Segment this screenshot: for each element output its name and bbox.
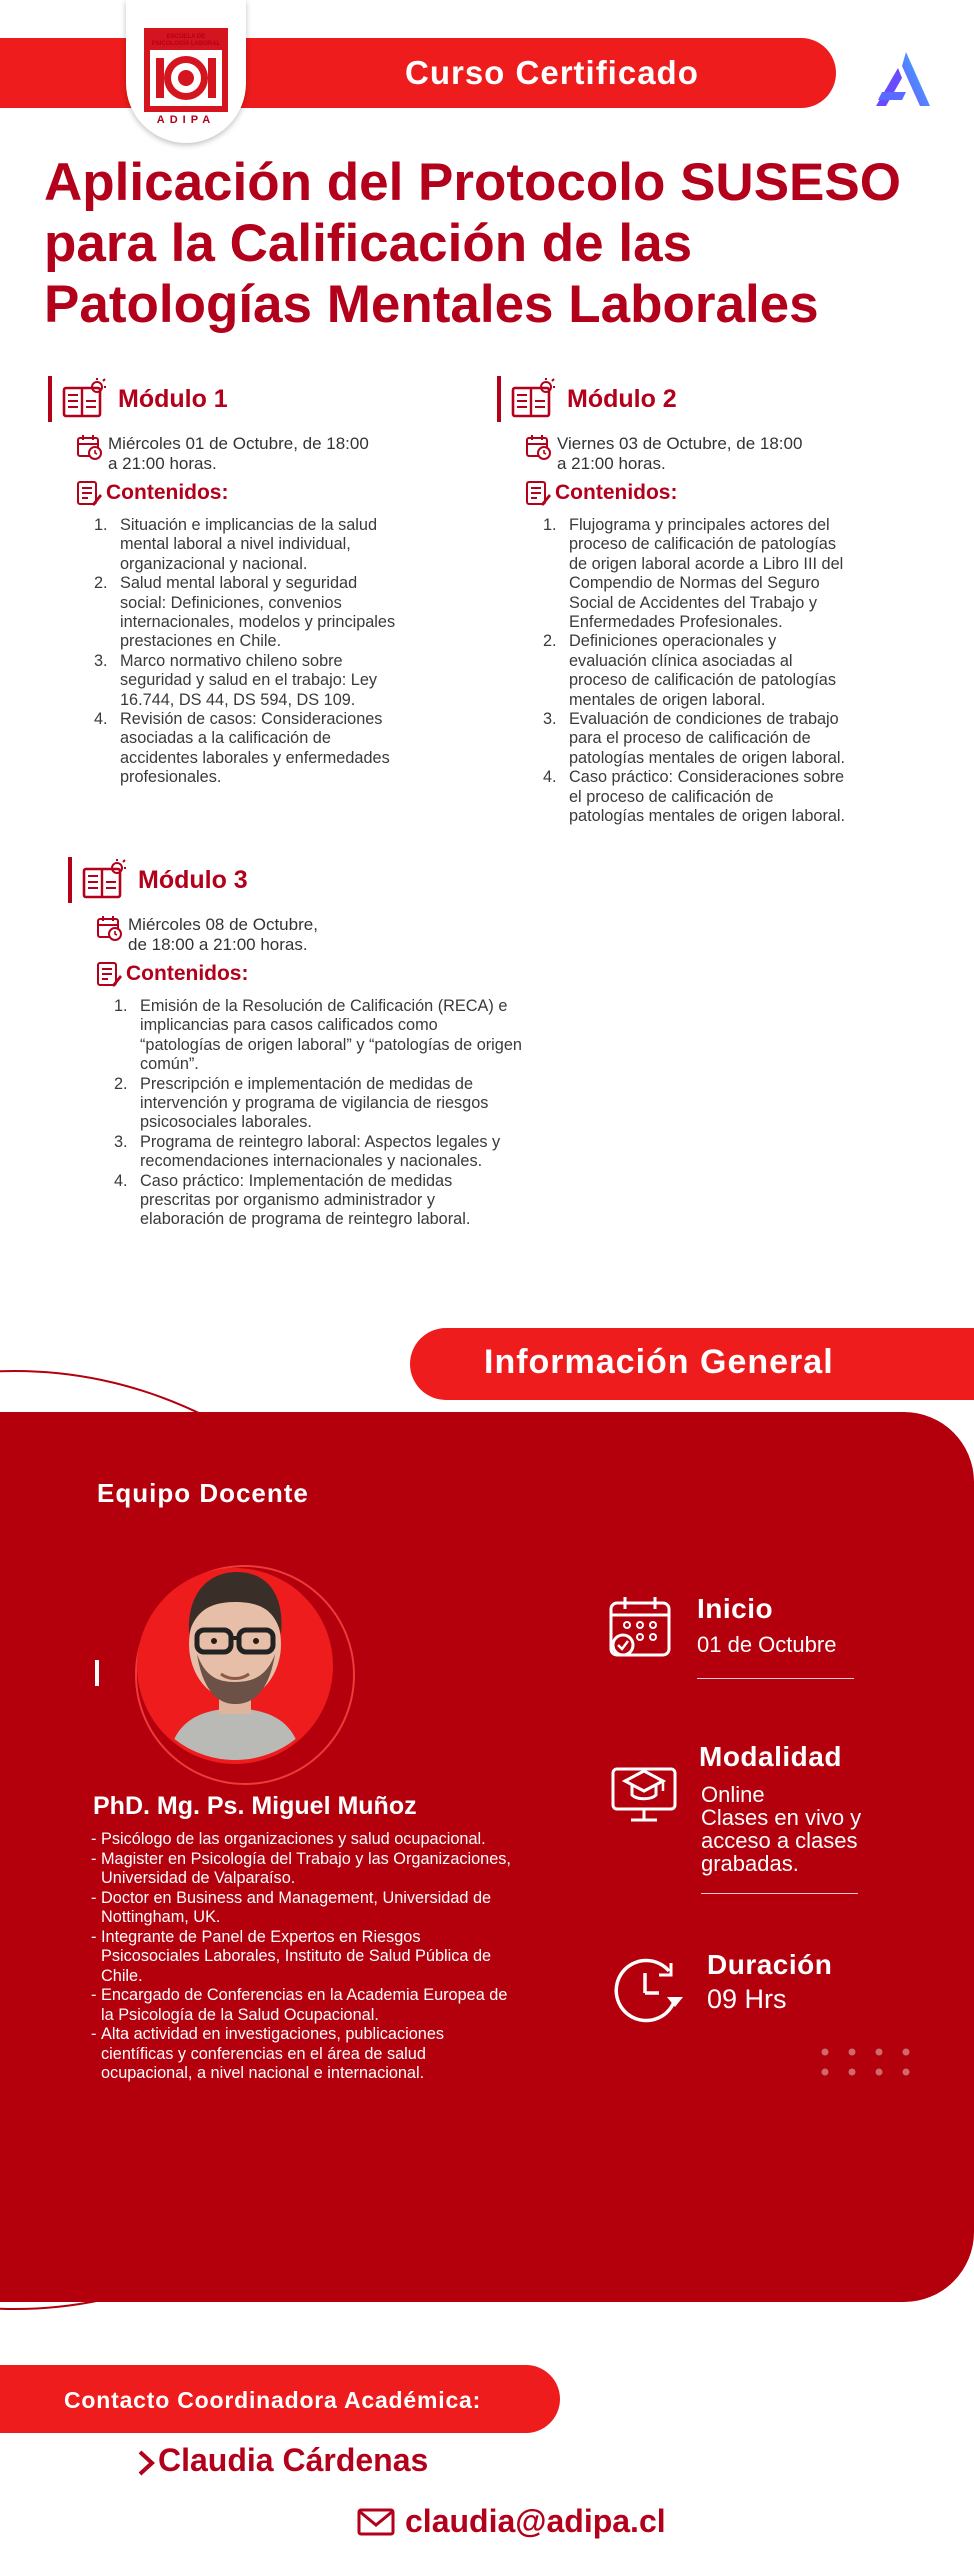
contents-label: Contenidos: xyxy=(126,962,249,985)
module-date-line: a 21:00 horas. xyxy=(108,454,217,473)
list-item: 1. Situación e implicancias de la salud mental laboral a nivel individual, organizacional y nacional. xyxy=(94,516,378,573)
list-item: 1. Emisión de la Resolución de Calificación (RECA) e implicancias para casos calificados como “patologías de origen laboral” y “patologías de origen común”. xyxy=(114,997,522,1074)
list-item: 3. Evaluación de condiciones de trabajo para el proceso de calificación de patologías mentales de origen laboral. xyxy=(543,710,846,767)
bio-item: - Magister en Psicología del Trabajo y las Organizaciones, Universidad de Valparaíso. xyxy=(91,1849,511,1887)
online-class-icon xyxy=(611,1757,677,1823)
module-date xyxy=(128,915,318,955)
module-date-line: a 21:00 horas. xyxy=(557,454,666,473)
decorative-dots xyxy=(820,2047,912,2077)
list-item: 4. Revisión de casos: Consideraciones asociadas a la calificación de accidentes laborales y enfermedades profesionales. xyxy=(94,710,390,787)
module-1 xyxy=(48,376,468,788)
module-accent-bar xyxy=(497,376,501,422)
module-accent-bar xyxy=(48,376,52,422)
logo-brand-text: ADIPA xyxy=(156,114,216,126)
module-2 xyxy=(497,376,957,827)
module-title: Módulo 1 xyxy=(118,384,228,413)
info-title: Información General xyxy=(484,1343,834,1381)
list-item: 1. Flujograma y principales actores del proceso de calificación de patologías de origen laboral acorde a Libro III del Compendio de Normas del Seguro Social de Accidentes del Trabajo y Enfermedades Profesionales. xyxy=(543,516,844,632)
bio-item: - Alta actividad en investigaciones, publicaciones científicas y conferencias en el área de salud ocupacional, a nivel nacional e internacional. xyxy=(91,2025,445,2082)
book-idea-icon xyxy=(82,859,126,901)
book-idea-icon xyxy=(62,378,106,420)
module-contents-list xyxy=(94,516,454,788)
module-date-line: Viernes 03 de Octubre, de 18:00 xyxy=(557,434,803,453)
duration-value: 09 Hrs xyxy=(707,1984,787,2014)
clock-icon xyxy=(613,1955,685,2025)
list-item: 3. Programa de reintegro laboral: Aspectos legales y recomendaciones internacionales y nacionales. xyxy=(114,1132,501,1171)
contents-list-icon xyxy=(525,480,551,506)
module-accent-bar xyxy=(68,857,72,903)
bio-item: - Psicólogo de las organizaciones y salud ocupacional. xyxy=(91,1830,486,1848)
contents-list-icon xyxy=(76,480,102,506)
contents-label: Contenidos: xyxy=(555,481,678,504)
list-item: 4. Caso práctico: Implementación de medidas prescritas por organismo administrador y elaboración de programa de reintegro laboral. xyxy=(114,1171,471,1229)
separator xyxy=(701,1893,858,1894)
calendar-clock-icon xyxy=(525,434,551,460)
contents-list-icon xyxy=(96,961,122,987)
coordinator-name: Claudia Cárdenas xyxy=(158,2442,429,2478)
module-contents-list xyxy=(543,516,943,827)
module-date xyxy=(108,434,369,474)
mode-line: grabadas. xyxy=(701,1851,799,1876)
mode-line: Clases en vivo y xyxy=(701,1805,862,1830)
bio-item: - Integrante de Panel de Expertos en Riesgos Psicosociales Laborales, Instituto de Salud Pública de Chile. xyxy=(91,1927,492,1985)
module-date xyxy=(557,434,802,474)
bio-item: - Encargado de Conferencias en la Academia Europea de la Psicología de la Salud Ocupacional. xyxy=(91,1986,508,2024)
module-title: Módulo 3 xyxy=(138,865,248,894)
team-label: Equipo Docente xyxy=(97,1478,309,1508)
coordinator-email[interactable]: claudia@adipa.cl xyxy=(405,2503,666,2539)
teacher-photo xyxy=(137,1542,333,1764)
book-idea-icon xyxy=(511,378,555,420)
contact-title: Contacto Coordinadora Académica: xyxy=(64,2387,482,2413)
bio-item: - Doctor en Business and Management, Universidad de Nottingham, UK. xyxy=(91,1888,492,1926)
list-item: 2. Salud mental laboral y seguridad social: Definiciones, convenios internacionales, modelos y principales prestaciones en Chile. xyxy=(94,574,396,651)
list-item: 3. Marco normativo chileno sobre seguridad y salud en el trabajo: Ley 16.744, DS 44, DS 594, DS 109. xyxy=(94,651,378,709)
logo-school-text: ESCUELA DE PSICOLOGÍA LABORAL xyxy=(151,34,221,47)
brand-mark-icon xyxy=(872,48,932,110)
mode-value xyxy=(701,1783,861,1875)
chevron-right-icon xyxy=(136,2449,156,2477)
start-title: Inicio xyxy=(697,1593,774,1624)
calendar-clock-icon xyxy=(76,434,102,460)
duration-title: Duración xyxy=(707,1949,833,1980)
calendar-icon xyxy=(607,1595,673,1661)
course-type-label: Curso Certificado xyxy=(405,54,699,91)
mode-title: Modalidad xyxy=(699,1741,842,1772)
mail-icon xyxy=(357,2507,395,2537)
course-title-line: para la Calificación de las xyxy=(44,214,693,273)
list-item: 4. Caso práctico: Consideraciones sobre el proceso de calificación de patologías mentales de origen laboral. xyxy=(543,768,846,826)
contents-label: Contenidos: xyxy=(106,481,229,504)
mode-line: acceso a clases xyxy=(701,1828,858,1853)
module-contents-list xyxy=(114,997,594,1230)
accent-tick xyxy=(95,1660,99,1686)
module-date-line: Miércoles 08 de Octubre, xyxy=(128,915,318,934)
list-item: 2. Definiciones operacionales y evaluación clínica asociadas al proceso de calificación de patologías mentales de origen laboral. xyxy=(543,632,837,709)
teacher-name: PhD. Mg. Ps. Miguel Muñoz xyxy=(93,1792,417,1820)
module-date-line: Miércoles 01 de Octubre, de 18:00 xyxy=(108,434,369,453)
start-value: 01 de Octubre xyxy=(697,1632,837,1657)
course-title xyxy=(44,152,924,335)
module-date-line: de 18:00 a 21:00 horas. xyxy=(128,935,308,954)
teacher-bio xyxy=(91,1830,596,2084)
module-title: Módulo 2 xyxy=(567,384,677,413)
mode-line: Online xyxy=(701,1782,765,1807)
calendar-clock-icon xyxy=(96,915,122,941)
separator xyxy=(697,1678,854,1679)
course-title-line: Aplicación del Protocolo SUSESO xyxy=(44,153,901,212)
course-title-line: Patologías Mentales Laborales xyxy=(44,275,819,334)
module-3 xyxy=(68,857,628,1230)
list-item: 2. Prescripción e implementación de medidas de intervención y programa de vigilancia de riesgos psicosociales laborales. xyxy=(114,1074,489,1132)
